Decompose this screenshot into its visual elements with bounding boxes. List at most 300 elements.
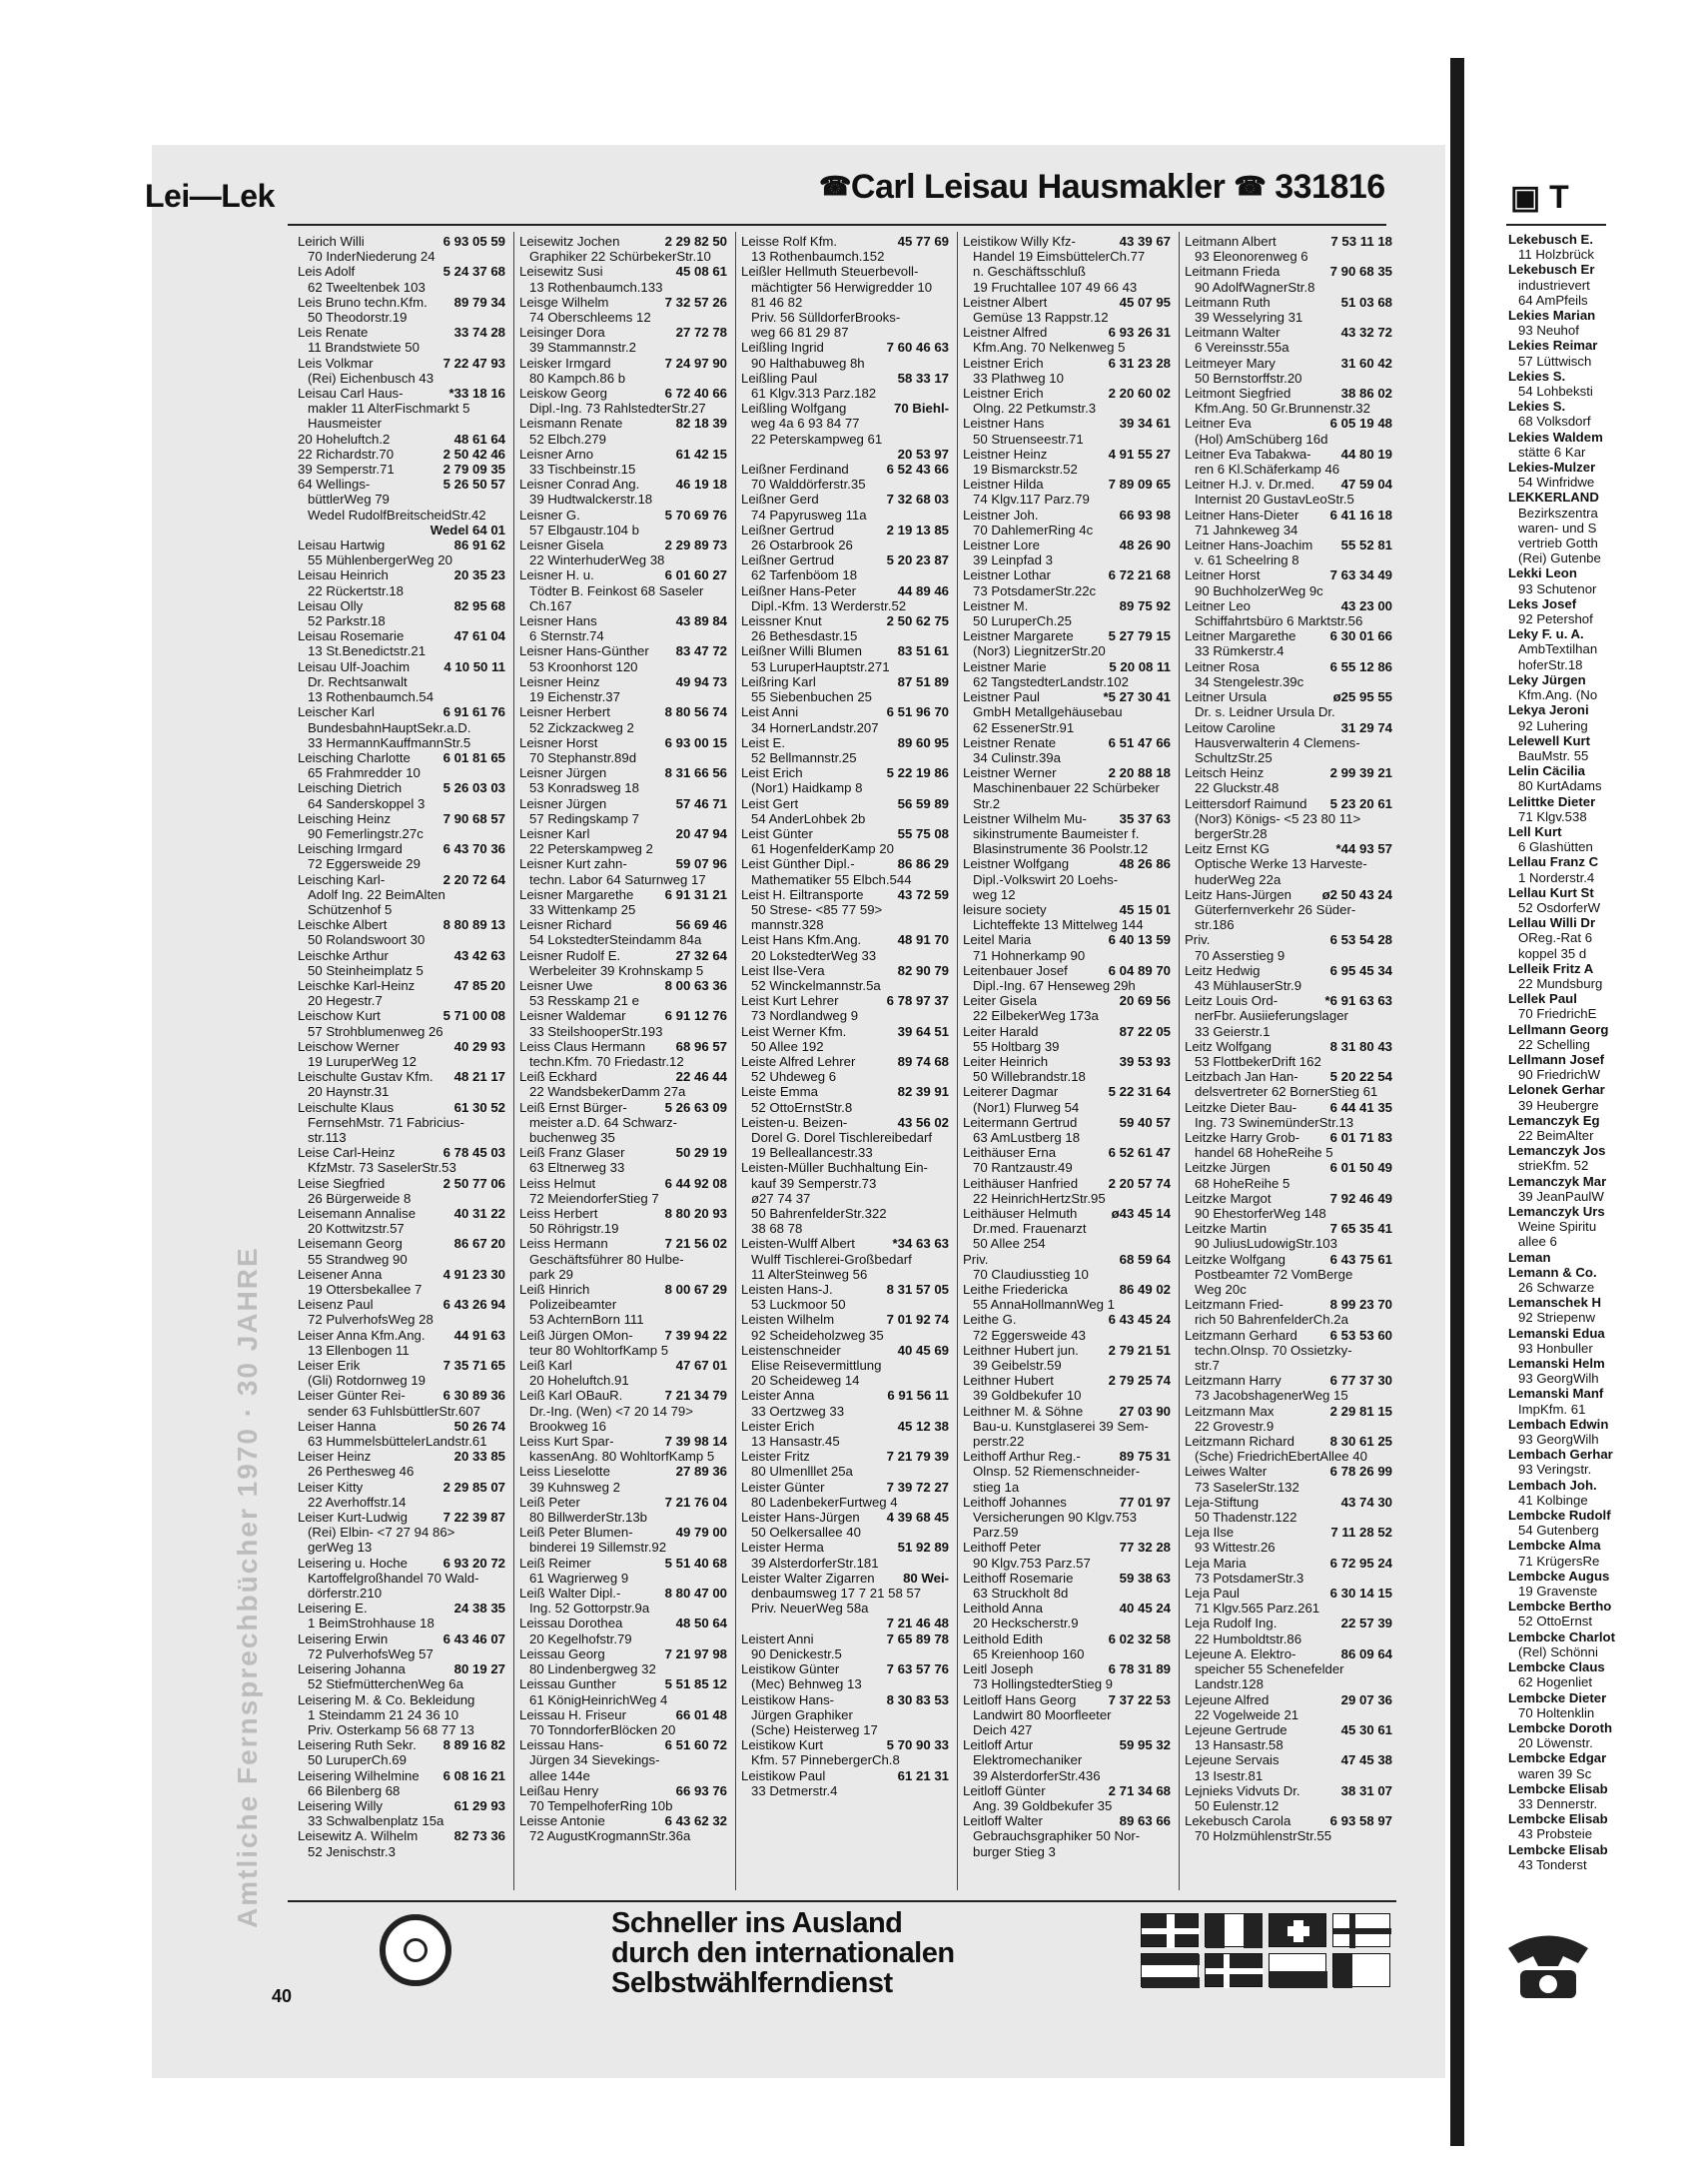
listing-entry: [519, 978, 727, 1008]
listing-line: [298, 538, 505, 552]
subscriber-name: Lell Kurt: [1508, 823, 1562, 839]
listing-line: [741, 1115, 949, 1130]
listing-entry: [519, 1388, 727, 1434]
subscriber-address: 55 MühlenbergerWeg 20: [308, 552, 452, 568]
listing-line: [1185, 598, 1392, 613]
subscriber-address: 70 Asserstieg 9: [1195, 947, 1285, 963]
subscriber-name: Leisner Richard: [519, 917, 612, 933]
subscriber-name: Leitmeyer Mary: [1185, 355, 1276, 371]
listing-entry: [519, 1646, 727, 1676]
subscriber-name: Leitmont Siegfried: [1185, 386, 1291, 402]
listing-line: [741, 765, 949, 780]
subscriber-address: 62 Tarfenböom 18: [751, 567, 858, 583]
listing-entry: [1185, 932, 1392, 962]
subscriber-address: mannstr.328: [751, 917, 824, 933]
listing-entry: [1508, 1417, 1708, 1447]
subscriber-address: sender 63 FuhlsbüttlerStr.607: [308, 1403, 481, 1419]
subscriber-address: 39 Heubergre: [1518, 1097, 1599, 1113]
listing-entry: [519, 643, 727, 673]
listing-line: [298, 264, 505, 279]
listing-entry: [519, 477, 727, 507]
listing-entry: [1508, 262, 1708, 308]
listing-line: [741, 1449, 949, 1464]
listing-line: [298, 1297, 505, 1312]
listing-line: [963, 386, 1171, 401]
listing-line: [298, 462, 505, 477]
phone-number: 47 85 20: [453, 977, 505, 993]
subscriber-name: Leisemann Annalise: [298, 1206, 417, 1221]
subscriber-name: Leja Ilse: [1185, 1525, 1235, 1541]
listing-entry: [1508, 1326, 1708, 1356]
subscriber-name: Leisching Charlotte: [298, 749, 411, 765]
listing-line: [1185, 538, 1392, 552]
listing-entry: [298, 1601, 505, 1631]
phone-number: 51 92 89: [897, 1540, 949, 1556]
uk-flag-icon: [1141, 1913, 1199, 1947]
subscriber-name: Leistert Anni: [741, 1631, 814, 1646]
subscriber-address: 33 Tischbeinstr.15: [529, 462, 636, 478]
subscriber-name: Leiß Eckhard: [519, 1069, 597, 1085]
listing-line: [298, 386, 505, 401]
listing-entry: [1508, 308, 1708, 338]
subscriber-name: Lembcke Elisab: [1508, 1780, 1608, 1796]
listing-line: [1508, 399, 1708, 414]
listing-entry: [298, 811, 505, 841]
subscriber-name: Leistner Wolfgang: [963, 856, 1070, 872]
listing-entry: [741, 887, 949, 933]
phone-number: [945, 1160, 949, 1175]
listing-line: [519, 1556, 727, 1571]
listing-line: [1508, 1204, 1708, 1219]
listing-entry: [963, 416, 1171, 446]
subscriber-address: perstr.22: [973, 1434, 1025, 1450]
subscriber-address: 39 AlsterdorferStr.436: [973, 1767, 1101, 1783]
listing-entry: [1185, 1069, 1392, 1099]
subscriber-name: Leithner Hubert: [963, 1373, 1054, 1389]
listing-column-4: [963, 234, 1171, 1892]
subscriber-address: 70 Claudiusstieg 10: [973, 1266, 1089, 1282]
subscriber-name: Leiste Emma: [741, 1084, 818, 1100]
listing-line: [741, 1343, 949, 1358]
listing-line: [963, 1737, 1171, 1752]
listing-entry: [963, 1631, 1171, 1661]
subscriber-name: Leithäuser Erna: [963, 1145, 1057, 1161]
subscriber-name: Leisau Hartwig: [298, 538, 386, 553]
subscriber-name: Lekies-Mulzer: [1508, 460, 1596, 476]
subscriber-address: Handel 19 EimsbüttelerCh.77: [973, 249, 1146, 265]
subscriber-name: Leiß Hinrich: [519, 1282, 590, 1298]
subscriber-address: 57 Elbgaustr.104 b: [529, 522, 639, 538]
phone-number: 6 41 16 18: [1329, 507, 1392, 523]
listing-line: [1185, 234, 1392, 249]
listing-line: [1185, 1722, 1392, 1737]
listing-line: [519, 1145, 727, 1160]
phone-number: 80 19 27: [453, 1661, 505, 1677]
listing-entry: [963, 765, 1171, 811]
subscriber-name: Lelonek Gerhar: [1508, 1082, 1605, 1098]
subscriber-address: Parz.59: [973, 1525, 1019, 1541]
subscriber-address: Kfm.Ang. 70 Nelkenweg 5: [973, 340, 1126, 356]
phone-number: 6 91 31 21: [664, 886, 727, 902]
listing-entry: [519, 826, 727, 856]
subscriber-name: Leiß Karl: [519, 1358, 572, 1374]
subscriber-name: Leitner Hans-Joachim: [1185, 538, 1313, 553]
subscriber-address: 54 AnderLohbek 2b: [751, 810, 866, 826]
listing-entry: [519, 613, 727, 643]
phone-number: 48 91 70: [897, 932, 949, 948]
subscriber-address: 63 Struckholt 8d: [973, 1586, 1069, 1602]
listing-entry: [963, 932, 1171, 962]
subscriber-address: (Mec) Behnweg 13: [751, 1676, 862, 1692]
subscriber-name: Leisner Waldemar: [519, 1008, 626, 1024]
listing-entry: [1185, 1221, 1392, 1251]
phone-number: 5 24 37 68: [442, 264, 505, 280]
subscriber-address: 11 Brandstwiete 50: [308, 340, 420, 356]
listing-line: [1508, 1447, 1708, 1462]
listing-entry: [519, 856, 727, 886]
phone-number: 89 74 68: [897, 1053, 949, 1069]
listing-entry: [519, 567, 727, 613]
subscriber-address: 70 Stephanstr.89d: [529, 749, 637, 765]
listing-line: [1508, 369, 1708, 384]
page-section-header: Lei—Lek: [145, 178, 275, 214]
listing-entry: [519, 416, 727, 446]
listing-line: [963, 538, 1171, 552]
phone-number: 6 43 26 94: [442, 1297, 505, 1313]
listing-line: [741, 1737, 949, 1752]
subscriber-name: Leisner H. u.: [519, 567, 594, 583]
subscriber-name: Lembcke Charlot: [1508, 1629, 1615, 1644]
subscriber-name: Leismann Renate: [519, 416, 623, 432]
phone-number: 6 91 61 76: [442, 704, 505, 720]
listing-line: [519, 477, 727, 492]
phone-number: 66 93 76: [675, 1782, 727, 1798]
listing-entry: [519, 1707, 727, 1737]
phone-number: 7 22 39 87: [442, 1510, 505, 1526]
subscriber-name: Leiß Jürgen OMon-: [519, 1327, 633, 1343]
listing-entry: [963, 598, 1171, 628]
subscriber-address: 50 Thadenstr.122: [1195, 1510, 1297, 1526]
listing-line: [963, 1783, 1171, 1798]
listing-entry: [298, 1388, 505, 1418]
subscriber-name: Leisse Antonie: [519, 1813, 605, 1829]
listing-line: [298, 1039, 505, 1054]
phone-number: 6 30 89 36: [442, 1388, 505, 1404]
subscriber-address: 33 Detmerstr.4: [751, 1782, 838, 1798]
subscriber-address: 68 HoheReihe 5: [1195, 1175, 1290, 1191]
listing-entry: [741, 1419, 949, 1449]
listing-entry: [519, 1039, 727, 1069]
listing-line: [963, 1495, 1171, 1510]
subscriber-name: Leisching Irmgard: [298, 841, 403, 857]
listing-line: [519, 856, 727, 871]
phone-number: 6 52 43 66: [886, 462, 949, 478]
phone-number: 2 29 85 07: [442, 1479, 505, 1495]
subscriber-name: Leißner Willi Blumen: [741, 643, 862, 659]
phone-number: 43 89 84: [675, 613, 727, 629]
phone-number: 55 52 81: [1340, 538, 1392, 553]
listing-line: [298, 1661, 505, 1676]
subscriber-address: 70 TempelhoferRing 10b: [529, 1797, 673, 1813]
subscriber-name: Leisner Conrad Ang.: [519, 477, 640, 493]
phone-number: 7 35 71 65: [442, 1358, 505, 1374]
phone-number: 27 03 90: [1119, 1403, 1171, 1419]
subscriber-address: 34 HornerLandstr.207: [751, 719, 879, 735]
subscriber-address: 70 Holtenklin: [1518, 1704, 1595, 1720]
listing-line: [1508, 596, 1708, 611]
subscriber-address: 13 Rothenbaumch.54: [308, 689, 434, 705]
listing-line: [298, 1176, 505, 1191]
listing-entry: [963, 1282, 1171, 1312]
listing-entry: [1185, 264, 1392, 294]
listing-entry: [298, 538, 505, 567]
listing-entry: [298, 295, 505, 325]
subscriber-address: str.186: [1195, 917, 1235, 933]
phone-number: 33 74 28: [453, 325, 505, 341]
listing-entry: [519, 1236, 727, 1282]
phone-number: 56 59 89: [897, 795, 949, 811]
listing-line: [741, 1084, 949, 1099]
subscriber-address: 72 AugustKrogmannStr.36a: [529, 1828, 691, 1844]
phone-number: 7 65 35 41: [1329, 1221, 1392, 1237]
subscriber-name: Leiser Hanna: [298, 1418, 377, 1434]
listing-line: [1508, 1417, 1708, 1432]
subscriber-address: Dipl.-Volkswirt 20 Loehs-: [973, 871, 1119, 887]
subscriber-address: 93 Wittestr.26: [1195, 1540, 1276, 1556]
subscriber-name: Leisner Margarethe: [519, 886, 634, 902]
listing-line: [519, 567, 727, 582]
phone-number: 61 30 52: [453, 1099, 505, 1115]
listing-line: [741, 856, 949, 871]
listing-line: [741, 1282, 949, 1297]
listing-entry: [298, 1328, 505, 1358]
listing-line: [298, 1419, 505, 1434]
listing-entry: [741, 447, 949, 462]
subscriber-address: str.113: [308, 1129, 347, 1145]
subscriber-address: Ang. 39 Goldbekufer 35: [973, 1797, 1113, 1813]
listing-line: [1185, 447, 1392, 462]
phone-number: 6 53 53 60: [1329, 1327, 1392, 1343]
subscriber-address: 53 FlottbekerDrift 162: [1195, 1053, 1321, 1069]
subscriber-name: Leitmann Ruth: [1185, 294, 1271, 310]
subscriber-name: Lemanski Edua: [1508, 1325, 1605, 1341]
subscriber-address: 66 Bilenberg 68: [308, 1782, 401, 1798]
listing-entry: [741, 401, 949, 447]
listing-line: [519, 735, 727, 750]
subscriber-name: Lejeune Gertrude: [1185, 1721, 1287, 1737]
ad-line-3: Selbstwählferndienst: [611, 1967, 893, 1999]
listing-line: [1185, 1328, 1392, 1343]
phone-number: 39 34 61: [1119, 416, 1171, 432]
header-rule: [288, 224, 1386, 226]
listing-line: [741, 1540, 949, 1555]
listing-entry: [963, 1252, 1171, 1282]
subscriber-address: Schützenhof 5: [308, 901, 393, 917]
listing-column-3: [741, 234, 949, 1892]
listing-line: [298, 1601, 505, 1616]
listing-line: [741, 1616, 949, 1631]
listing-line: [298, 978, 505, 993]
phone-number: 2 79 09 35: [442, 462, 505, 478]
subscriber-name: Leis Renate: [298, 325, 369, 341]
listing-line: [298, 1100, 505, 1115]
subscriber-name: Leitzke Martin: [1185, 1221, 1268, 1237]
subscriber-address: 22 Mundsburg: [1518, 975, 1603, 991]
subscriber-name: Lekies S.: [1508, 399, 1566, 415]
listing-line: [1185, 1616, 1392, 1631]
subscriber-address: str.7: [1195, 1358, 1220, 1374]
subscriber-address: 52 Elbch.279: [529, 431, 606, 447]
listing-entry: [1508, 565, 1708, 595]
subscriber-name: Leiter Harald: [963, 1023, 1039, 1039]
subscriber-name: Leistner Marie: [963, 658, 1047, 674]
listing-line: [298, 1267, 505, 1282]
listing-entry: [1185, 1525, 1392, 1555]
listing-entry: [741, 1282, 949, 1312]
subscriber-address: 80 KurtAdams: [1518, 778, 1602, 794]
listing-line: [963, 356, 1171, 371]
subscriber-address: 70 HolzmühlenstrStr.55: [1195, 1828, 1332, 1844]
subscriber-address: 92 Striepenw: [1518, 1310, 1595, 1326]
subscriber-name: Leitz Louis Ord-: [1185, 993, 1279, 1009]
listing-entry: [1508, 1174, 1708, 1204]
subscriber-address: allee 6: [1518, 1234, 1557, 1250]
subscriber-name: Leist H. Eiltransporte: [741, 886, 864, 902]
listing-line: [519, 1236, 727, 1251]
phone-number: 29 07 36: [1340, 1691, 1392, 1707]
subscriber-address: weg 66 81 29 87: [751, 325, 849, 341]
subscriber-address: 22 Peterskampweg 2: [529, 841, 653, 857]
phone-number: 6 93 58 97: [1329, 1813, 1392, 1829]
phone-number: 43 32 72: [1340, 325, 1392, 341]
phone-number: 24 38 35: [453, 1601, 505, 1617]
subscriber-address: 34 Stengelestr.39c: [1195, 673, 1304, 689]
listing-entry: [519, 1282, 727, 1328]
phone-number: 45 30 61: [1340, 1721, 1392, 1737]
subscriber-address: Kartoffelgroßhandel 70 Wald-: [308, 1570, 479, 1586]
listing-line: [741, 1480, 949, 1495]
listing-line: [741, 1419, 949, 1434]
listing-line: [519, 1525, 727, 1540]
listing-line: [1185, 508, 1392, 523]
phone-number: 7 90 68 57: [442, 810, 505, 826]
listing-entry: [1185, 887, 1392, 933]
subscriber-address: 52 OttoErnstStr.8: [751, 1099, 853, 1115]
listing-entry: [963, 1084, 1171, 1114]
subscriber-name: Lembcke Alma: [1508, 1538, 1601, 1554]
listing-entry: [298, 1828, 505, 1858]
listing-line: [519, 796, 727, 811]
subscriber-address: huderWeg 22a: [1195, 871, 1281, 887]
subscriber-address: 50 Bernstorffstr.20: [1195, 370, 1302, 386]
phone-number: 22 57 39: [1340, 1616, 1392, 1631]
phone-number: 47 67 01: [675, 1358, 727, 1374]
subscriber-address: (Sche) Heisterweg 17: [751, 1721, 878, 1737]
listing-entry: [1508, 961, 1708, 991]
listing-entry: [298, 1297, 505, 1327]
subscriber-address: dörferstr.210: [308, 1586, 383, 1602]
listing-entry: [963, 963, 1171, 993]
listing-entry: [963, 1206, 1171, 1252]
listing-entry: [741, 765, 949, 795]
listing-entry: [963, 447, 1171, 477]
subscriber-address: 74 Klgv.117 Parz.79: [973, 492, 1090, 508]
subscriber-name: Leistner Alfred: [963, 325, 1048, 341]
subscriber-address: (Sche) FriedrichEbertAllee 40: [1195, 1449, 1367, 1465]
listing-entry: [963, 902, 1171, 932]
listing-entry: [741, 523, 949, 552]
listing-entry: [519, 948, 727, 978]
listing-entry: [519, 538, 727, 567]
phone-number: [501, 1692, 505, 1707]
listing-entry: [298, 1692, 505, 1738]
listing-entry: [1185, 1464, 1392, 1494]
listing-entry: [1508, 885, 1708, 915]
subscriber-name: Leisner Horst: [519, 734, 598, 750]
subscriber-name: Lekies Marian: [1508, 308, 1596, 324]
subscriber-address: koppel 35 d: [1518, 945, 1587, 961]
listing-line: [1185, 477, 1392, 492]
phone-number: 6 78 26 99: [1329, 1464, 1392, 1480]
phone-number: 6 02 32 58: [1108, 1631, 1171, 1646]
listing-line: [963, 1054, 1171, 1069]
listing-entry: [298, 948, 505, 978]
phone-number: 47 59 04: [1340, 477, 1392, 493]
subscriber-name: Lemanczyk Urs: [1508, 1204, 1605, 1219]
listing-line: [519, 1039, 727, 1054]
listing-line: [963, 567, 1171, 582]
listing-entry: [741, 932, 949, 962]
subscriber-address: 11 AlterSteinweg 56: [751, 1266, 868, 1282]
subscriber-name: Leistikow Willy Kfz-: [963, 234, 1076, 249]
phone-number: 66 93 98: [1119, 507, 1171, 523]
subscriber-name: Leitzbach Jan Han-: [1185, 1069, 1298, 1085]
subscriber-address: 71 KrügersRe: [1518, 1553, 1600, 1569]
subscriber-address: 19 Bismarckstr.52: [973, 462, 1078, 478]
subscriber-address: FernsehMstr. 71 Fabricius-: [308, 1114, 464, 1130]
listing-entry: [963, 628, 1171, 658]
subscriber-name: Leist Kurt Lehrer: [741, 993, 839, 1009]
subscriber-name: Lellau Kurt St: [1508, 884, 1594, 900]
subscriber-name: 22 Richardstr.70: [298, 446, 395, 462]
phone-number: 45 08 61: [675, 264, 727, 280]
phone-number: 49 94 73: [675, 673, 727, 689]
listing-line: [298, 523, 505, 538]
subscriber-name: Lembcke Edgar: [1508, 1750, 1607, 1766]
subscriber-address: techn.Olnsp. 70 Ossietzky-: [1195, 1342, 1352, 1358]
next-page-header: [1510, 178, 1569, 216]
page-number: 40: [272, 1986, 293, 2006]
subscriber-address: 68 Volksdorf: [1518, 414, 1591, 430]
subscriber-address: 70 TonndorferBlöcken 20: [529, 1721, 676, 1737]
subscriber-address: 22 WandsbekerDamm 27a: [529, 1084, 686, 1100]
listing-entry: [1185, 1616, 1392, 1645]
subscriber-address: 71 Klgv.565 Parz.261: [1195, 1601, 1320, 1617]
subscriber-address: 93 Schutenor: [1518, 580, 1597, 596]
listing-line: [298, 1798, 505, 1813]
subscriber-address: Tödter B. Feinkost 68 Saseler: [529, 582, 704, 598]
subscriber-name: Leistner Erich: [963, 386, 1044, 402]
phone-number: ø2 50 43 24: [1321, 886, 1392, 902]
subscriber-name: Leisker Irmgard: [519, 355, 611, 371]
subscriber-name: Leisering Willy: [298, 1797, 384, 1813]
listing-column-1: [298, 234, 505, 1892]
next-page-rule: [1506, 224, 1606, 226]
listing-line: [1185, 1039, 1392, 1054]
listing-entry: [519, 1556, 727, 1586]
phone-number: 7 65 89 78: [886, 1631, 949, 1646]
listing-line: [298, 567, 505, 582]
